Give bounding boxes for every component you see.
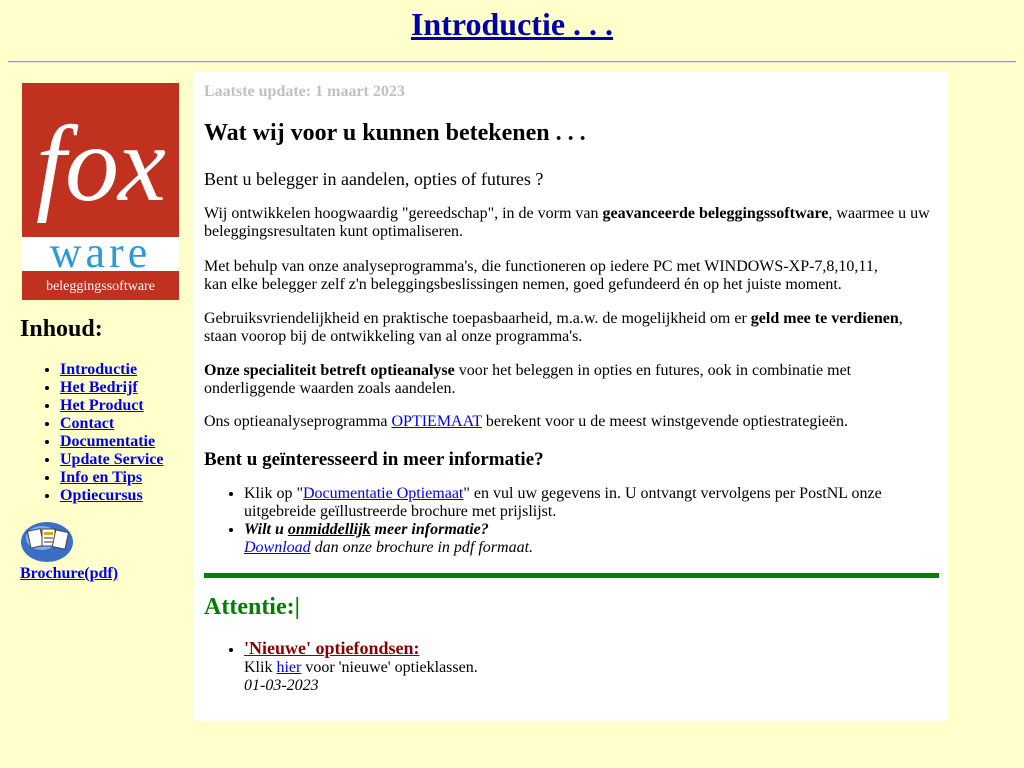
logo-ware-text: ware: [49, 228, 152, 277]
bold-text: Onze specialiteit betreft optieanalyse: [204, 362, 455, 379]
sidebar-nav: [20, 361, 164, 505]
header-divider: [8, 61, 1016, 63]
sidebar-item: [60, 451, 164, 469]
sidebar-item: [60, 361, 164, 379]
sidebar-item: [60, 487, 164, 505]
paragraph-usability: [204, 310, 939, 346]
nav-link-update-service[interactable]: Update Service: [60, 451, 164, 468]
brochure-link[interactable]: Brochure(pdf): [20, 565, 119, 582]
text-span: Klik op ": [244, 485, 303, 502]
last-update-text: Laatste update: 1 maart 2023: [204, 83, 405, 100]
paragraph-optiemaat: [204, 413, 939, 431]
paragraph-specialty: [204, 362, 939, 398]
sidebar-item: [60, 397, 164, 415]
text-span: kan elke belegger zelf z'n beleggingsbeslissingen nemen, goed gefundeerd én op het juiste moment.: [204, 276, 842, 293]
list-item: [244, 639, 939, 695]
documentatie-optiemaat-link[interactable]: Documentatie Optiemaat: [302, 485, 464, 502]
text-span: Met behulp van onze analyseprogramma's, die functioneren op iedere PC met WINDOWS-XP-7,8,10,11,: [204, 258, 878, 275]
news-date: 01-03-2023: [244, 677, 319, 694]
main-heading: Wat wij voor u kunnen betekenen . . .: [204, 120, 586, 146]
text-span: , waarmee u uw beleggingsresultaten kunt optimaliseren.: [204, 205, 930, 240]
green-divider: [204, 573, 939, 578]
info-subheading: Bent u geïnteresseerd in meer informatie?: [204, 449, 544, 470]
text-span: Wij ontwikkelen hoogwaardig "gereedschap", in de vorm van: [204, 205, 603, 222]
nav-link-optiecursus[interactable]: Optiecursus: [60, 487, 143, 504]
list-item: [244, 485, 939, 521]
text-span: voor 'nieuwe' optieklassen.: [301, 659, 478, 676]
nav-link-introductie[interactable]: Introductie: [60, 361, 138, 378]
sidebar-item: [60, 433, 164, 451]
nav-link-info-en-tips[interactable]: Info en Tips: [60, 469, 143, 486]
text-span: berekent voor u de meest winstgevende optiestrategieën.: [481, 413, 848, 430]
page-title-link[interactable]: Introductie . . .: [410, 6, 614, 42]
underlined-text: onmiddellijk: [287, 521, 371, 538]
list-item: [244, 521, 939, 557]
foxware-logo: [22, 83, 179, 300]
text-span: Ons optieanalyseprogramma: [204, 413, 392, 430]
news-title-link[interactable]: 'Nieuwe' optiefondsen:: [244, 638, 420, 658]
paragraph-windows: [204, 258, 939, 294]
bold-text: geld mee te verdienen: [750, 310, 899, 327]
sidebar-heading: Inhoud:: [20, 316, 103, 342]
nav-link-het-bedrijf[interactable]: Het Bedrijf: [60, 379, 138, 396]
logo-tagline: beleggingssoftware: [46, 279, 155, 294]
main-content: [194, 72, 948, 721]
sidebar-item: [60, 379, 164, 397]
nav-link-documentatie[interactable]: Documentatie: [60, 433, 156, 450]
logo-fox-text: fox: [36, 105, 165, 224]
lead-question: Bent u belegger in aandelen, opties of futures ?: [204, 169, 544, 189]
nav-link-contact[interactable]: Contact: [60, 415, 115, 432]
bold-text: geavanceerde beleggingssoftware: [602, 205, 829, 222]
nav-link-het-product[interactable]: Het Product: [60, 397, 144, 414]
text-span: voor het beleggen in opties en futures, ook in combinatie met onderliggende waarden zoals aandelen.: [204, 362, 852, 397]
brochure-icon[interactable]: [20, 520, 74, 564]
text-span: Klik: [244, 659, 277, 676]
sidebar-item: [60, 469, 164, 487]
attentie-heading: Attentie:|: [204, 594, 300, 620]
download-link[interactable]: Download: [244, 539, 311, 556]
text-span: , staan voorop bij de ontwikkeling van al onze programma's.: [204, 310, 903, 345]
text-span: meer informatie?: [370, 521, 489, 538]
text-span: dan onze brochure in pdf formaat.: [310, 539, 534, 556]
text-span: Wilt u: [244, 521, 288, 538]
optiemaat-link[interactable]: OPTIEMAAT: [391, 413, 482, 430]
hier-link[interactable]: hier: [276, 659, 302, 676]
paragraph-intro: [204, 205, 939, 241]
text-span: " en vul uw gegevens in. U ontvangt vervolgens per PostNL onze uitgebreide geïllustreerde brochure met prijslijst.: [244, 485, 882, 520]
text-span: Gebruiksvriendelijkheid en praktische toepasbaarheid, m.a.w. de mogelijkheid om er: [204, 310, 751, 327]
info-list: [204, 485, 939, 557]
news-list: [204, 639, 939, 695]
sidebar-item: [60, 415, 164, 433]
page-title: [0, 6, 1024, 43]
